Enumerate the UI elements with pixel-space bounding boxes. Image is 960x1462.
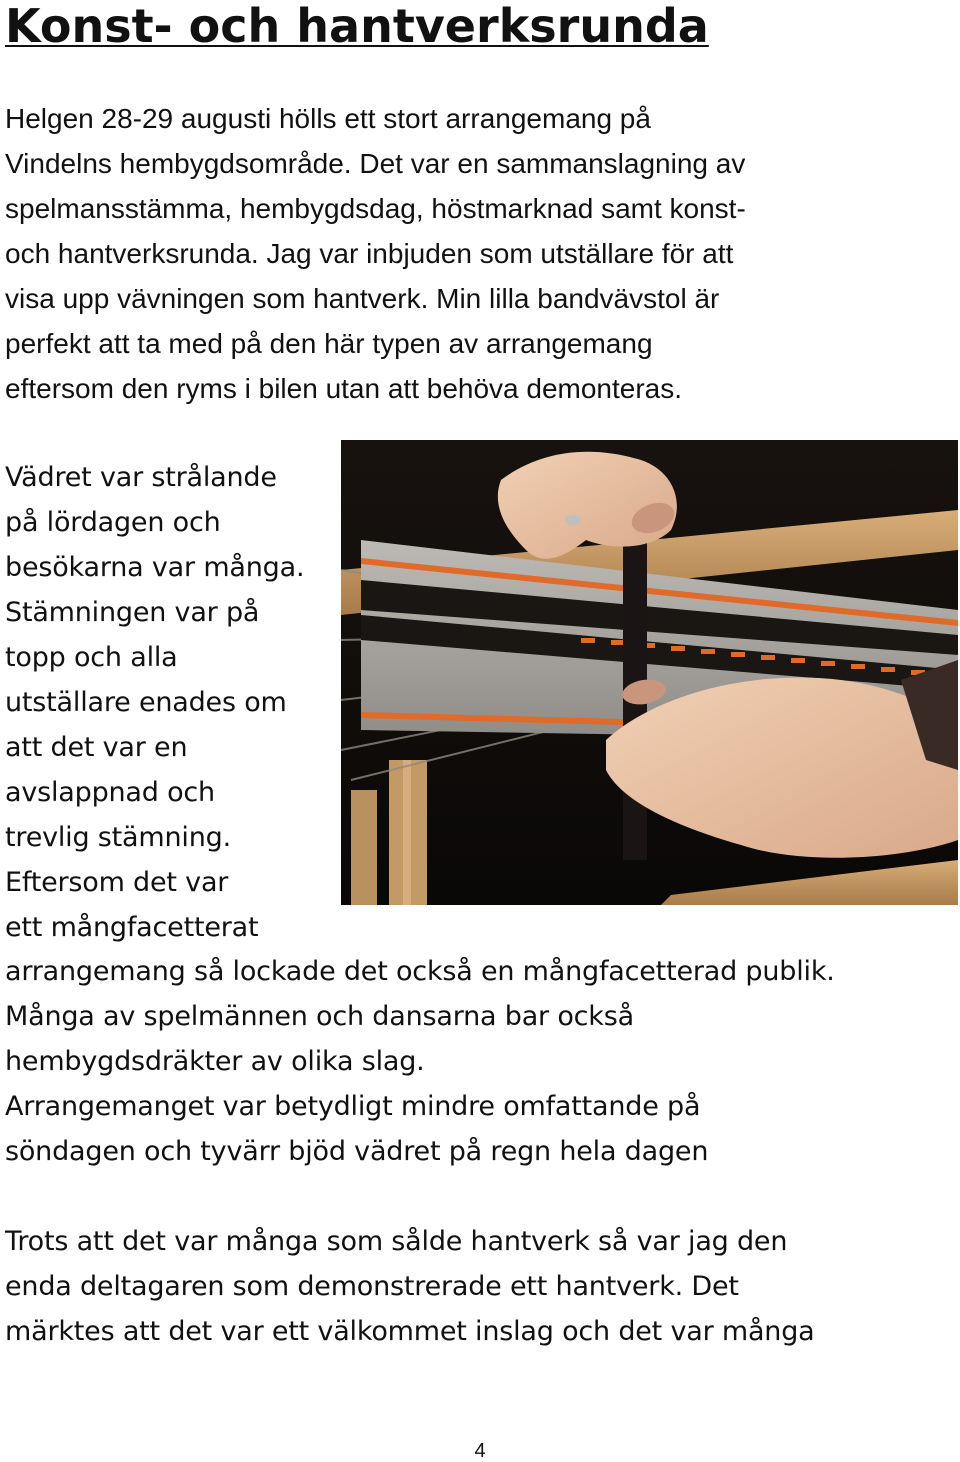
intro-paragraph xyxy=(5,96,935,411)
closing-paragraph xyxy=(5,1219,945,1354)
text-line: visa upp vävningen som hantverk. Min lilla bandvävstol är xyxy=(5,283,720,314)
page-title: Konst- och hantverksrunda xyxy=(5,0,709,53)
text-line: märktes att det var ett välkommet inslag och det var många xyxy=(5,1316,815,1347)
weaving-photo xyxy=(341,440,958,905)
text-line: perfekt att ta med på den här typen av arrangemang xyxy=(5,328,653,359)
text-line: spelmansstämma, hembygdsdag, höstmarknad samt konst- xyxy=(5,193,746,224)
side-paragraph xyxy=(5,455,335,950)
text-line: enda deltagaren som demonstrerade ett hantverk. Det xyxy=(5,1271,739,1302)
text-line: på lördagen och xyxy=(5,507,221,538)
text-line: Vädret var strålande xyxy=(5,462,277,493)
text-line: söndagen och tyvärr bjöd vädret på regn hela dagen xyxy=(5,1136,709,1167)
text-line: att det var en xyxy=(5,732,188,763)
text-line: eftersom den ryms i bilen utan att behöva demonteras. xyxy=(5,373,683,404)
text-line: hembygdsdräkter av olika slag. xyxy=(5,1046,425,1077)
text-line: och hantverksrunda. Jag var inbjuden som utställare för att xyxy=(5,238,734,269)
text-line: besökarna var många. xyxy=(5,552,305,583)
text-line: avslappnad och xyxy=(5,777,215,808)
page-number-label: 4 xyxy=(474,1440,486,1462)
continued-paragraph xyxy=(5,949,945,1174)
text-line: Många av spelmännen och dansarna bar också xyxy=(5,1001,634,1032)
text-line: Helgen 28-29 augusti hölls ett stort arrangemang på xyxy=(5,103,651,134)
text-line: Stämningen var på xyxy=(5,597,260,628)
text-line: Vindelns hembygdsområde. Det var en sammanslagning av xyxy=(5,148,746,179)
text-line: arrangemang så lockade det också en mångfacetterad publik. xyxy=(5,956,835,987)
text-line: utställare enades om xyxy=(5,687,287,718)
text-line: topp och alla xyxy=(5,642,178,673)
page-number xyxy=(0,1440,960,1462)
text-line: trevlig stämning. xyxy=(5,822,231,853)
text-line: Eftersom det var xyxy=(5,867,229,898)
text-line: ett mångfacetterat xyxy=(5,912,259,943)
text-line: Trots att det var många som sålde hantverk så var jag den xyxy=(5,1226,788,1257)
text-line: Arrangemanget var betydligt mindre omfattande på xyxy=(5,1091,701,1122)
